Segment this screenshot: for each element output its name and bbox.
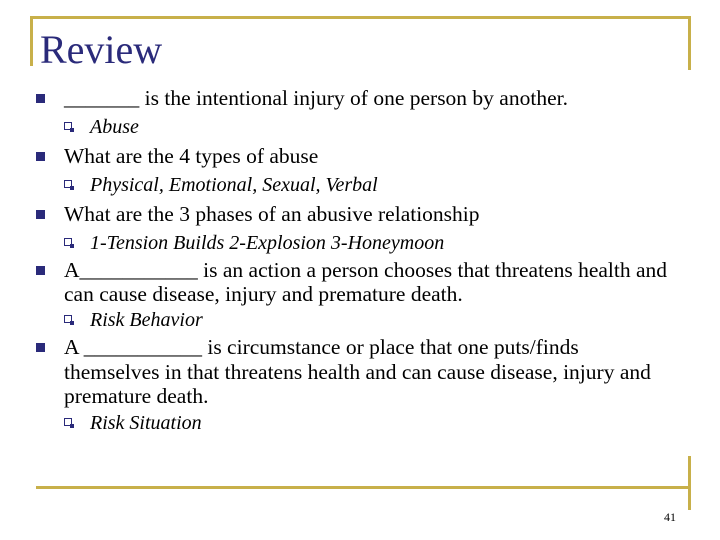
page-number: 41 [664, 510, 676, 524]
review-question-3 [36, 200, 676, 229]
answer-text: Physical, Emotional, Sexual, Verbal [90, 174, 378, 196]
frame-bottom-rule [36, 486, 690, 489]
frame-left-rule [30, 16, 33, 66]
slide-title: Review [40, 27, 163, 72]
review-answer-3 [36, 229, 676, 258]
question-text: A___________ is an action a person chooses that threatens health and can cause disease, injury and premature death. [64, 258, 668, 306]
filled-square-bullet-icon [36, 266, 45, 275]
filled-square-bullet-icon [36, 343, 45, 352]
answer-text: Abuse [90, 116, 139, 138]
filled-square-bullet-icon [36, 94, 45, 103]
review-answer-1 [36, 113, 676, 142]
question-text: What are the 4 types of abuse [64, 144, 319, 168]
shadowed-square-bullet-icon [64, 418, 72, 426]
question-text: What are the 3 phases of an abusive relationship [64, 202, 480, 226]
review-answer-4 [36, 306, 676, 335]
answer-text: Risk Situation [90, 411, 202, 434]
shadowed-square-bullet-icon [64, 238, 72, 246]
review-question-2 [36, 142, 676, 171]
review-answer-2 [36, 171, 676, 200]
shadowed-square-bullet-icon [64, 122, 72, 130]
review-list [36, 84, 676, 438]
frame-top-rule [30, 16, 690, 19]
shadowed-square-bullet-icon [64, 180, 72, 188]
review-question-4 [36, 258, 676, 306]
answer-text: 1-Tension Builds 2-Explosion 3-Honeymoon [90, 232, 445, 254]
question-text: _______ is the intentional injury of one person by another. [64, 86, 568, 110]
answer-text: Risk Behavior [90, 309, 203, 331]
review-question-5 [36, 335, 676, 409]
frame-right-rule [688, 16, 691, 70]
filled-square-bullet-icon [36, 152, 45, 161]
filled-square-bullet-icon [36, 210, 45, 219]
frame-bottom-right-rule [688, 456, 691, 510]
question-text: A ___________ is circumstance or place that one puts/finds themselves in that threatens health and can cause disease, injury and premature death. [64, 335, 651, 408]
review-question-1 [36, 84, 676, 113]
shadowed-square-bullet-icon [64, 315, 72, 323]
review-answer-5 [36, 409, 676, 438]
